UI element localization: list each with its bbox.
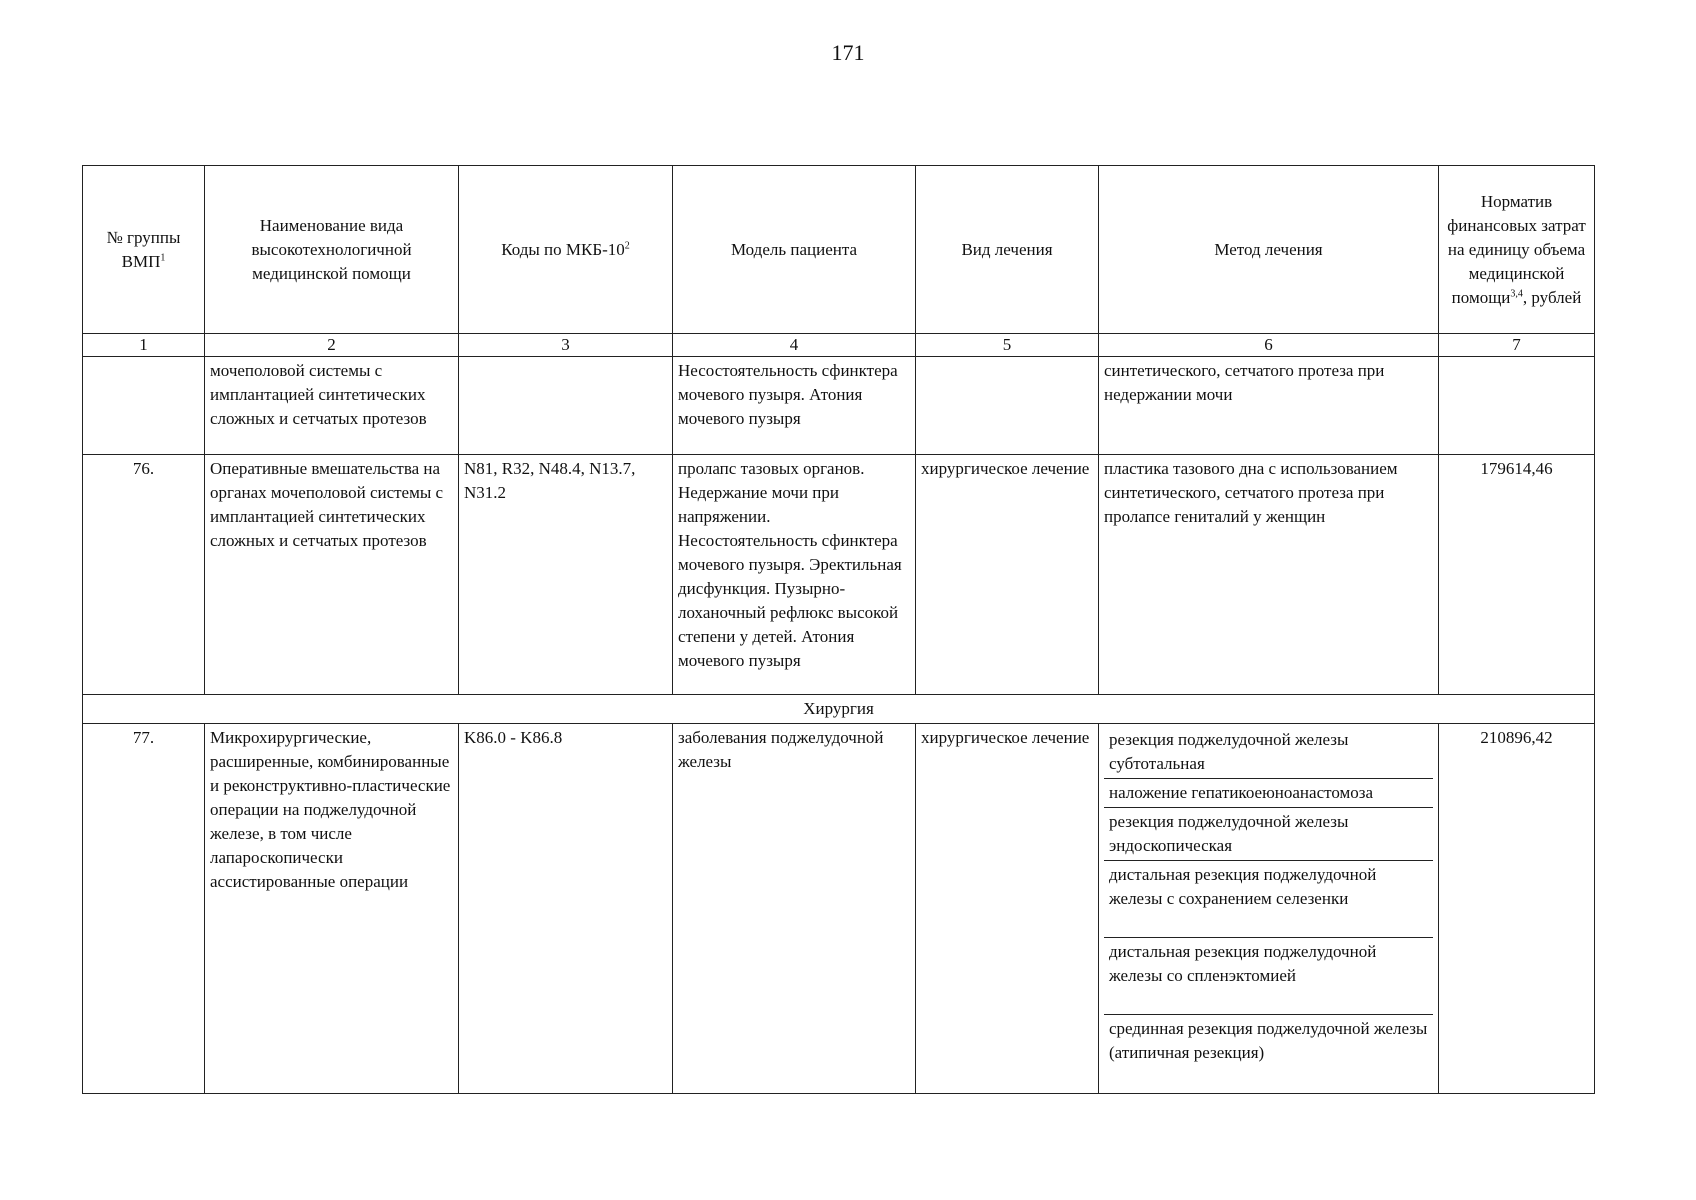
group-number-cell	[83, 357, 205, 455]
header-row	[83, 166, 1595, 334]
icd-codes-cell: K86.0 - K86.8	[459, 724, 673, 1094]
patient-model-cell: Несостоятельность сфинктера мочевого пузыря. Атония мочевого пузыря	[673, 357, 916, 455]
header-icd-codes: Коды по МКБ-$10^2$	[459, 166, 673, 334]
patient-model-cell: пролапс тазовых органов. Недержание мочи при напряжении. Несостоятельность сфинктера мочевого пузыря. Эректильная дисфункция. Пузырно-лоханочный рефлюкс высокой степени у детей. Атония мочевого пузыря	[673, 455, 916, 695]
treatment-method-cell: пластика тазового дна с использованием синтетического, сетчатого протеза при пролапсе гениталий у женщин	[1099, 455, 1439, 695]
treatment-type-cell: хирургическое лечение	[916, 455, 1099, 695]
care-type-name-cell: мочеполовой системы с имплантацией синтетических сложных и сетчатых протезов	[205, 357, 459, 455]
treatment-method-cell	[1099, 724, 1439, 1094]
patient-model-cell: заболевания поджелудочной железы	[673, 724, 916, 1094]
method-item: срединная резекция поджелудочной железы (атипичная резекция)	[1104, 1014, 1433, 1067]
column-number: 2	[205, 334, 459, 357]
icd-codes-cell	[459, 357, 673, 455]
header-care-type-name: Наименование вида высокотехнологичной медицинской помощи	[205, 166, 459, 334]
care-type-name-cell: Оперативные вмешательства на органах мочеполовой системы с имплантацией синтетических сложных и сетчатых протезов	[205, 455, 459, 695]
treatment-type-cell	[916, 357, 1099, 455]
column-number: 7	[1439, 334, 1595, 357]
header-patient-model: Модель пациента	[673, 166, 916, 334]
table-row-77	[83, 724, 1595, 1094]
care-type-name-cell: Микрохирургические, расширенные, комбинированные и реконструктивно-пластические операции на поджелудочной железе, в том числе лапароскопически ассистированные операции	[205, 724, 459, 1094]
cost-cell	[1439, 357, 1595, 455]
column-number-row	[83, 334, 1595, 357]
header-group-number: № группы ВМП$^1$	[83, 166, 205, 334]
icd-codes-cell: N81, R32, N48.4, N13.7, N31.2	[459, 455, 673, 695]
group-number-cell: 77.	[83, 724, 205, 1094]
column-number: 6	[1099, 334, 1439, 357]
cost-cell: 210896,42	[1439, 724, 1595, 1094]
header-treatment-method: Метод лечения	[1099, 166, 1439, 334]
cost-cell: 179614,46	[1439, 455, 1595, 695]
method-item: резекция поджелудочной железы эндоскопическая	[1104, 807, 1433, 860]
section-title: Хирургия	[83, 695, 1595, 724]
column-number: 3	[459, 334, 673, 357]
column-number: 4	[673, 334, 916, 357]
group-number-cell: 76.	[83, 455, 205, 695]
header-cost-norm: Норматив финансовых затрат на единицу объема медицинской помощи$^{3,4}$, рублей	[1439, 166, 1595, 334]
column-number: 5	[916, 334, 1099, 357]
vmp-table	[82, 165, 1595, 1094]
continuation-row	[83, 357, 1595, 455]
method-item: наложение гепатикоеюноанастомоза	[1104, 778, 1433, 807]
method-item: дистальная резекция поджелудочной железы с сохранением селезенки	[1104, 860, 1433, 937]
treatment-type-cell: хирургическое лечение	[916, 724, 1099, 1094]
method-item: резекция поджелудочной железы субтотальная	[1109, 730, 1349, 773]
column-number: 1	[83, 334, 205, 357]
header-treatment-type: Вид лечения	[916, 166, 1099, 334]
table-row-76	[83, 455, 1595, 695]
page-number: 171	[831, 40, 865, 65]
treatment-method-cell: синтетического, сетчатого протеза при недержании мочи	[1099, 357, 1439, 455]
method-item: дистальная резекция поджелудочной железы со спленэктомией	[1104, 937, 1433, 1014]
section-row	[83, 695, 1595, 724]
